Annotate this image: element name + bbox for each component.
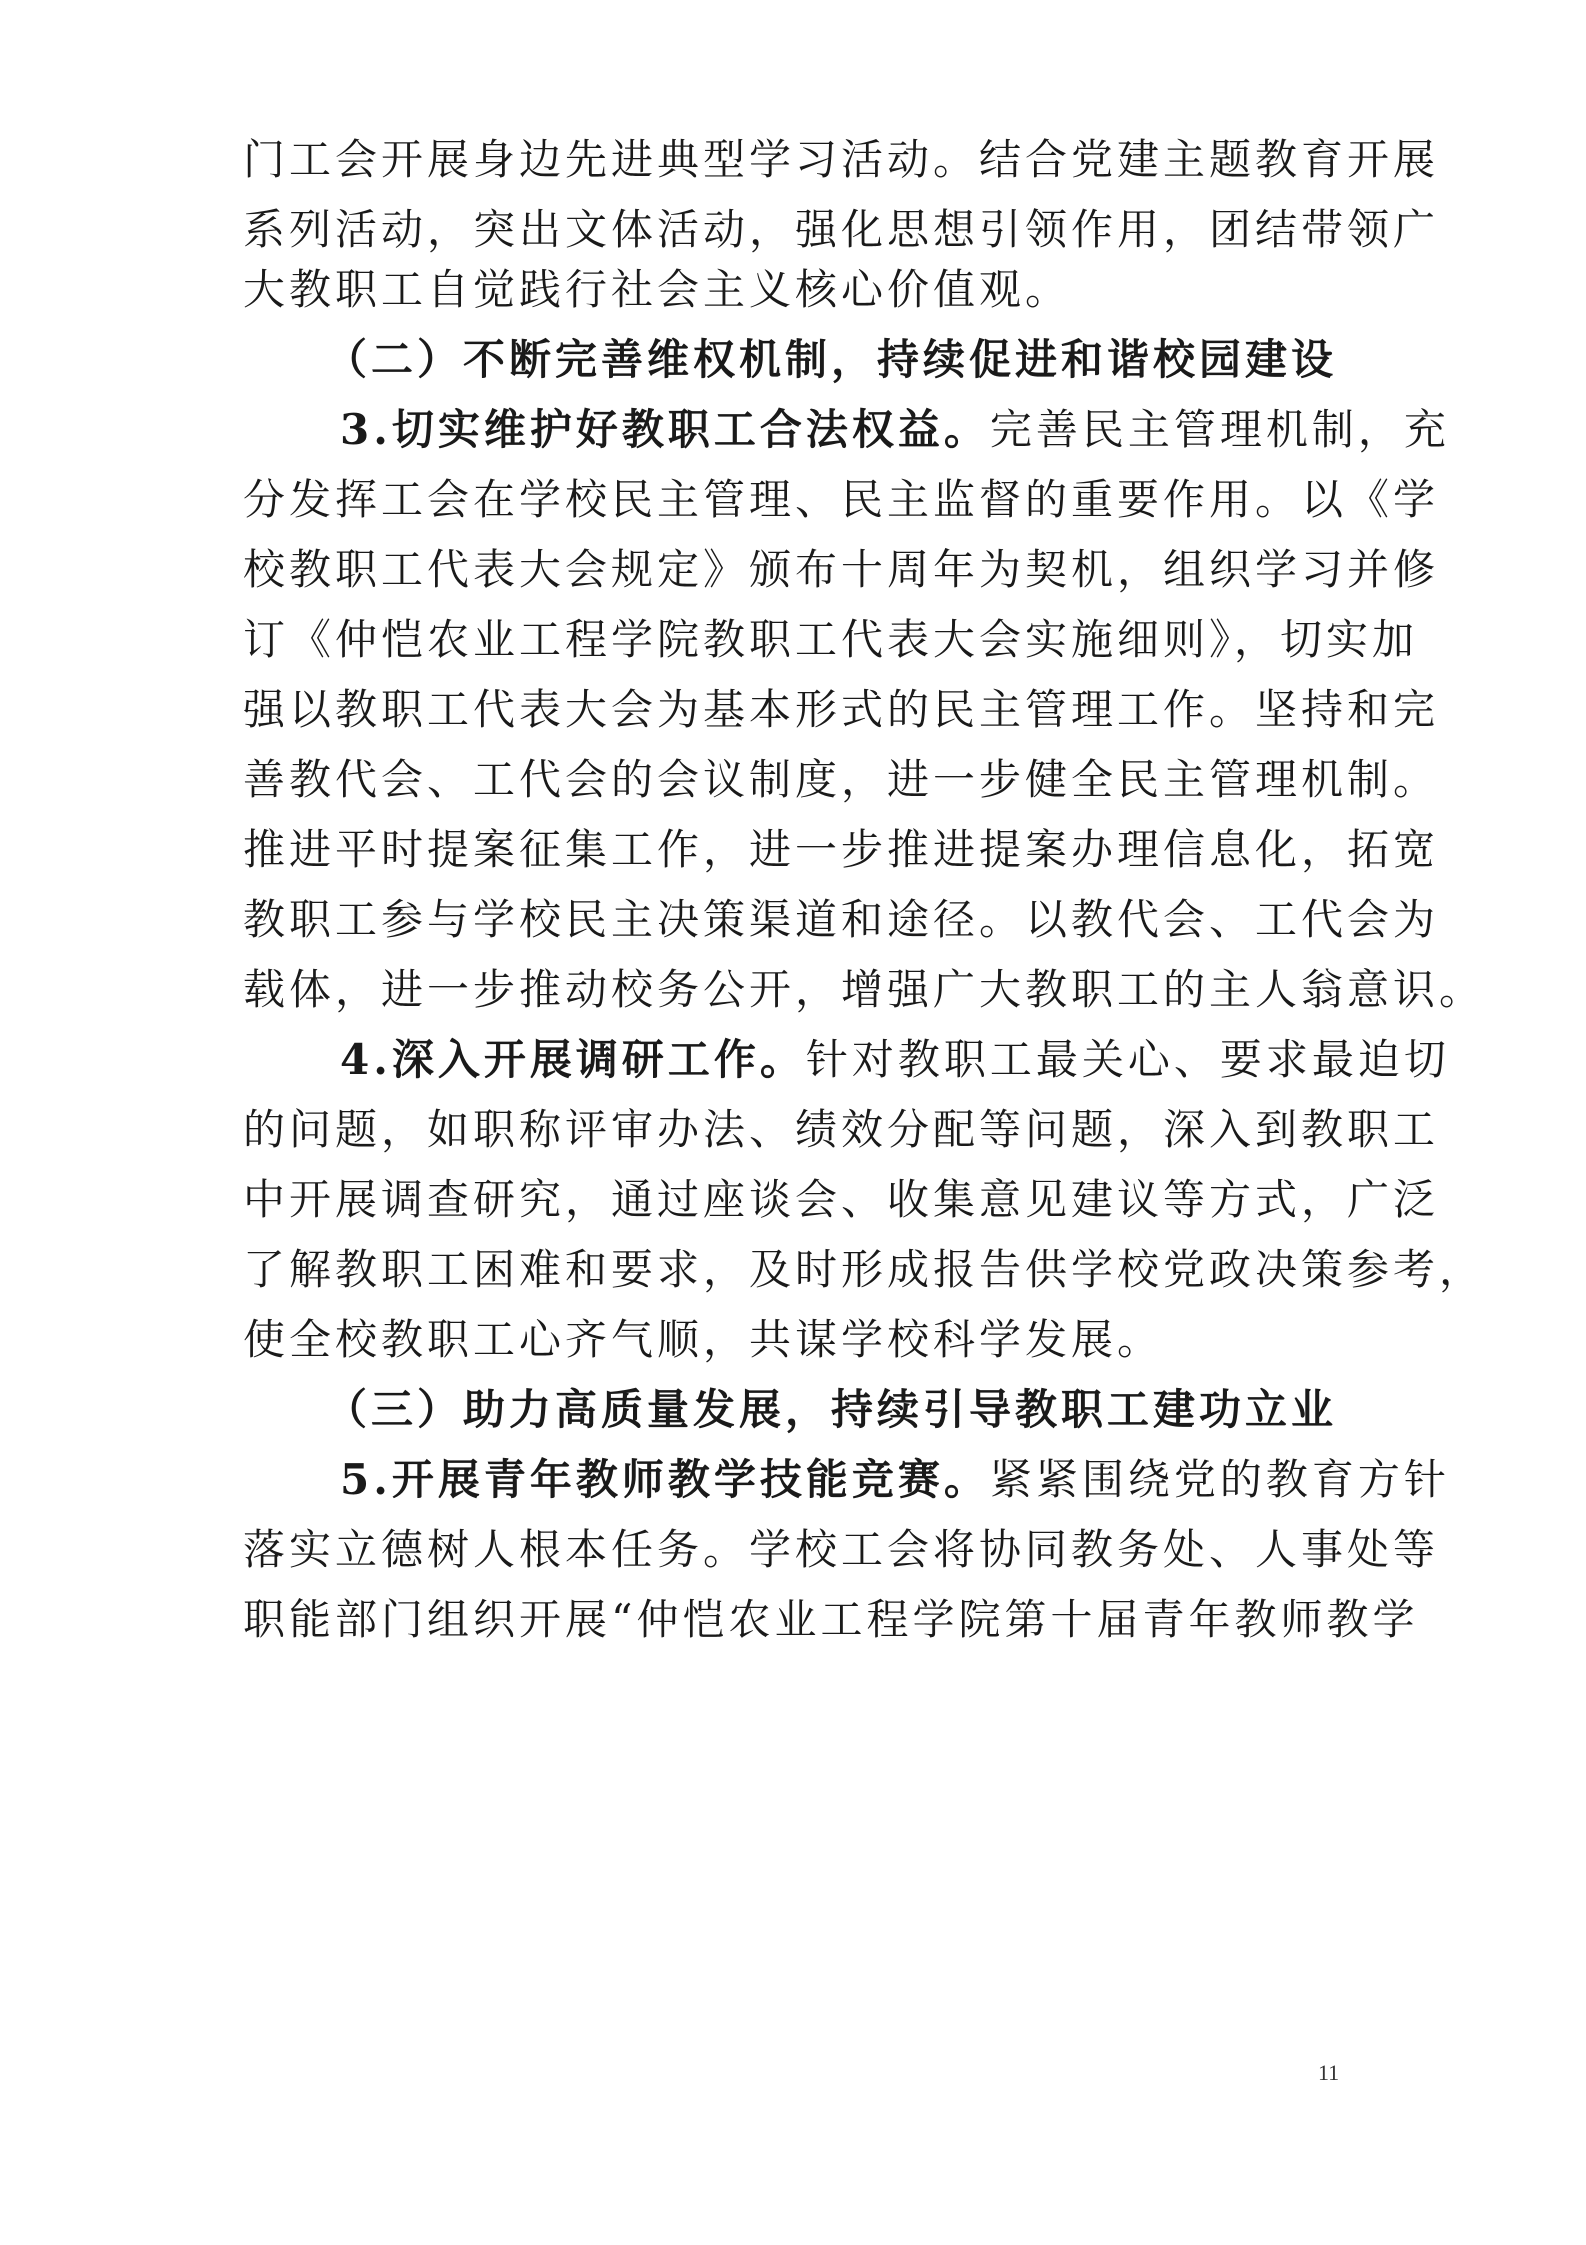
paragraph-line: 的问题，如职称评审办法、绩效分配等问题，深入到教职工: [243, 1105, 1440, 1154]
item-text: 完善民主管理机制，充: [989, 405, 1450, 454]
paragraph-line: 推进平时提案征集工作，进一步推进提案办理信息化，拓宽: [243, 825, 1440, 874]
item-number: 4.: [340, 1035, 392, 1084]
item-number: 5.: [340, 1455, 392, 1504]
paragraph-line: 教职工参与学校民主决策渠道和途径。以教代会、工代会为: [243, 895, 1440, 944]
paragraph-line: 使全校教职工心齐气顺，共谋学校科学发展。: [243, 1315, 1164, 1364]
section-heading-2: （二）不断完善维权机制，持续促进和谐校园建设: [325, 335, 1338, 384]
section-heading-3: （三）助力高质量发展，持续引导教职工建功立业: [325, 1385, 1338, 1434]
paragraph-line: 中开展调查研究，通过座谈会、收集意见建议等方式，广泛: [243, 1175, 1440, 1224]
paragraph-line: 强以教职工代表大会为基本形式的民主管理工作。坚持和完: [243, 685, 1440, 734]
item-text: 紧紧围绕党的教育方针: [989, 1455, 1450, 1504]
item-5-line: [340, 1450, 1450, 1510]
item-4-line: [340, 1030, 1450, 1090]
paragraph-line: 门工会开展身边先进典型学习活动。结合党建主题教育开展: [243, 135, 1440, 184]
paragraph-line: 职能部门组织开展“仲恺农业工程学院第十届青年教师教学: [243, 1595, 1419, 1644]
paragraph-line: 载体，进一步推动校务公开，增强广大教职工的主人翁意识。: [243, 965, 1486, 1014]
paragraph-line: 系列活动，突出文体活动，强化思想引领作用，团结带领广: [243, 205, 1440, 254]
item-heading: 切实维护好教职工合法权益。: [391, 405, 990, 454]
paragraph-line: 善教代会、工代会的会议制度，进一步健全民主管理机制。: [243, 755, 1440, 804]
item-heading: 开展青年教师教学技能竞赛。: [391, 1455, 990, 1504]
item-heading: 深入开展调研工作。: [391, 1035, 806, 1084]
item-3-line: [340, 400, 1450, 460]
paragraph-line: 大教职工自觉践行社会主义核心价值观。: [243, 265, 1072, 314]
item-number: 3.: [340, 405, 392, 454]
paragraph-line: 校教职工代表大会规定》颁布十周年为契机，组织学习并修: [243, 545, 1440, 594]
paragraph-line: 了解教职工困难和要求，及时形成报告供学校党政决策参考，: [243, 1245, 1486, 1294]
paragraph-line: 落实立德树人根本任务。学校工会将协同教务处、人事处等: [243, 1525, 1440, 1574]
paragraph-line: 订《仲恺农业工程学院教职工代表大会实施细则》，切实加: [243, 615, 1419, 664]
item-text: 针对教职工最关心、要求最迫切: [805, 1035, 1450, 1084]
page-number: 11: [1318, 2060, 1340, 2085]
paragraph-line: 分发挥工会在学校民主管理、民主监督的重要作用。以《学: [243, 475, 1440, 524]
